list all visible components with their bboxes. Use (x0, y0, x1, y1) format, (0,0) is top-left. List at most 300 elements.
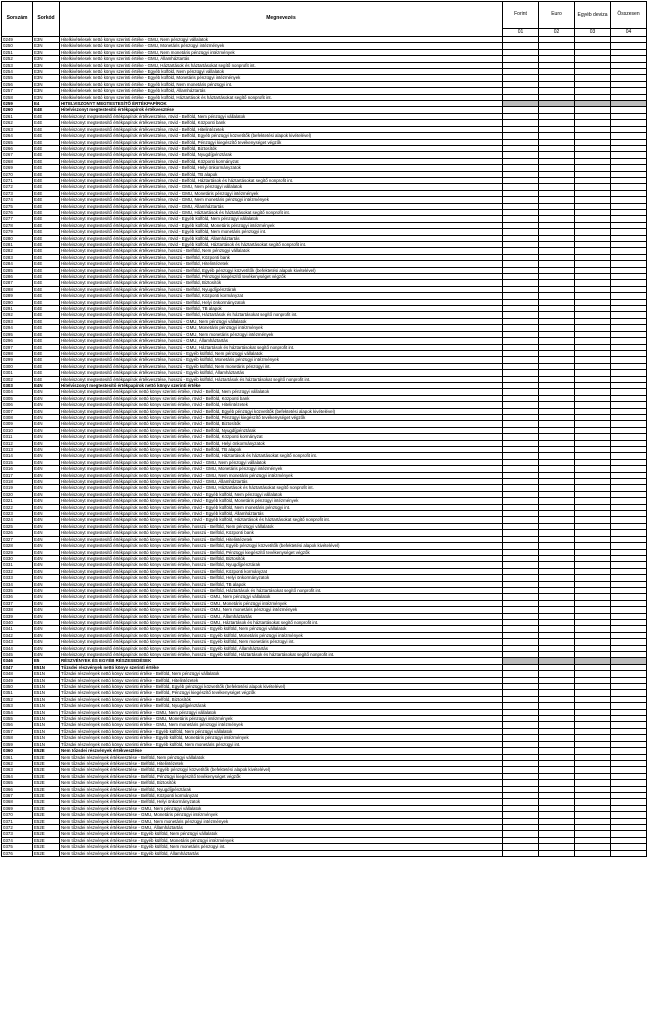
row-code: E3N (33, 37, 60, 43)
row-id: 0259 (2, 101, 33, 107)
row-name: Hitelkivételesek nettó könyv szerinti értéke - GMU, Államháztartás (60, 56, 503, 62)
row-name: Hitelviszonyt megtestesítő értékpapírok értékvesztése, rövid - Belföld, Helyi önkormányzatok (60, 165, 503, 171)
row-code: E4E (33, 229, 60, 235)
header-egyeb-deviza: Egyéb deviza (575, 2, 611, 29)
row-id: 0331 (2, 562, 33, 568)
row-code: E4E (33, 120, 60, 126)
row-name: Hitelkivételesek nettó könyv szerinti értéke - Egyéb külföld, Államháztartás (60, 88, 503, 94)
row-id: 0272 (2, 184, 33, 190)
row-code: E4E (33, 331, 60, 337)
row-code: E51N (33, 671, 60, 677)
row-id: 0254 (2, 69, 33, 75)
row-code: E52E (33, 824, 60, 830)
row-id: 0284 (2, 261, 33, 267)
row-name: Hitelkivételesek nettó könyv szerinti értéke - GMU, Háztartások és háztartásokat segítő nonprofit int. (60, 62, 503, 68)
row-name: Nem tőzsdei részvények értékvesztése - GMU, Nem monetáris pénzügyi intézmények (60, 818, 503, 824)
row-id: 0260 (2, 107, 33, 113)
row-id: 0333 (2, 575, 33, 581)
row-name: Hitelviszonyt megtestesítő értékpapírok nettó könyv szerinti értéke, hosszú - Belföld, Biztosítók (60, 555, 503, 561)
row-name: Hitelviszonyt megtestesítő értékpapírok értékvesztése, hosszú - Belföld, Nem pénzügyi vállalatok (60, 248, 503, 254)
row-code: E3N (33, 69, 60, 75)
row-id: 0280 (2, 235, 33, 241)
row-id: 0341 (2, 626, 33, 632)
row-code: E52E (33, 844, 60, 850)
row-name: Nem tőzsdei részvények értékvesztése - Egyéb külföld, Nem monetáris pénzügyi int. (60, 844, 503, 850)
row-id: 0321 (2, 498, 33, 504)
row-id: 0362 (2, 760, 33, 766)
table-body (2, 37, 647, 857)
row-code: E3N (33, 43, 60, 49)
row-code: E51N (33, 735, 60, 741)
row-code: E4N (33, 543, 60, 549)
colnum-01: 01 (503, 29, 539, 37)
header-euro: Euro (539, 2, 575, 29)
row-name: Tőzsdei részvények nettó könyv szerinti értéke - Belföld, Biztosítók (60, 696, 503, 702)
row-id: 0336 (2, 594, 33, 600)
row-id: 0270 (2, 171, 33, 177)
row-code: E3N (33, 62, 60, 68)
row-code: E4E (33, 299, 60, 305)
row-name: Hitelviszonyt megtestesítő értékpapírok értékvesztése, rövid - GMU, Nem monetáris pénzügyi intézmények (60, 197, 503, 203)
header-sorkod: Sorkód (33, 2, 60, 37)
row-id: 0351 (2, 690, 33, 696)
row-id: 0357 (2, 728, 33, 734)
row-code: E4N (33, 440, 60, 446)
row-id: 0289 (2, 293, 33, 299)
row-name: Nem tőzsdei részvények értékvesztése - Belföld, Helyi önkormányzatok (60, 799, 503, 805)
row-name: Hitelviszonyt megtestesítő értékpapírok nettó könyv szerinti értéke, rövid - Belföld, Egyéb pénzügyi közvetítők (befektetési alapok kivételével) (60, 408, 503, 414)
row-code: E4N (33, 607, 60, 613)
cell-osszesen[interactable] (611, 850, 647, 856)
row-code: E4E (33, 177, 60, 183)
row-code: E4N (33, 626, 60, 632)
row-code: E4N (33, 613, 60, 619)
row-code: E52E (33, 773, 60, 779)
row-code: E4N (33, 652, 60, 658)
row-name: Hitelkivételesek nettó könyv szerinti értéke - GMU, Monetáris pénzügyi intézmények (60, 43, 503, 49)
row-id: 0328 (2, 543, 33, 549)
row-code: E4N (33, 555, 60, 561)
row-name: Hitelkivételesek nettó könyv szerinti értéke - Egyéb külföld, Nem pénzügyi vállalatok (60, 69, 503, 75)
row-id: 0287 (2, 280, 33, 286)
row-code: E52E (33, 831, 60, 837)
row-code: E4E (33, 376, 60, 382)
row-name: Hitelviszonyt megtestesítő értékpapírok értékvesztése, hosszú - GMU, Háztartások és háztartásokat segítő nonprofit int. (60, 344, 503, 350)
row-code: E51N (33, 741, 60, 747)
row-code: E4N (33, 523, 60, 529)
row-code: E4E (33, 280, 60, 286)
row-name: Hitelviszonyt megtestesítő értékpapírok nettó könyv szerinti értéke, rövid - Belföld, Központi bank (60, 395, 503, 401)
row-name: Hitelviszonyt megtestesítő értékpapírok nettó könyv szerinti értéke, hosszú - Egyéb külföld, Háztartások és háztartásokat segítő nonprofit int. (60, 652, 503, 658)
row-name: Hitelviszonyt megtestesítő értékpapírok nettó könyv szerinti értéke, rövid - Egyéb külföld, Nem monetáris pénzügyi int. (60, 504, 503, 510)
row-name: Tőzsdei részvények nettó könyv szerinti értéke - Belföld, Pénzügyi kiegészítő tevékenységet végzők (60, 690, 503, 696)
row-id: 0303 (2, 382, 33, 388)
row-id: 0343 (2, 639, 33, 645)
row-name: Nem tőzsdei részvények értékvesztése - GMU, Nem pénzügyi vállalatok (60, 805, 503, 811)
row-code: E52E (33, 792, 60, 798)
row-id: 0342 (2, 632, 33, 638)
row-name: Hitelviszonyt megtestesítő értékpapírok nettó könyv szerinti értéke, hosszú - Belföld, Központi kormányzat (60, 568, 503, 574)
row-name: Hitelviszonyt megtestesítő értékpapírok nettó könyv szerinti értéke, rövid - Egyéb külföld, Államháztartás (60, 511, 503, 517)
row-name: Hitelviszonyt megtestesítő értékpapírok értékvesztése, rövid - GMU, Államháztartás (60, 203, 503, 209)
row-code: E4E (33, 145, 60, 151)
row-id: 0327 (2, 536, 33, 542)
row-name: Hitelviszonyt megtestesítő értékpapírok értékvesztése, hosszú - Belföld, Háztartások és háztartásokat segítő nonprofit int. (60, 312, 503, 318)
row-name: Nem tőzsdei részvények értékvesztése - Belföld, Hitelintézetek (60, 760, 503, 766)
row-code: E4N (33, 389, 60, 395)
row-name: Tőzsdei részvények nettó könyv szerinti értéke - Egyéb külföld, Nem pénzügyi vállalatok (60, 728, 503, 734)
cell-egyeb[interactable] (575, 850, 611, 856)
row-id: 0298 (2, 350, 33, 356)
row-id: 0335 (2, 587, 33, 593)
row-name: Nem tőzsdei részvények értékvesztése - Belföld, Egyéb pénzügyi közvetítők (befektetési alapok kivételével) (60, 767, 503, 773)
row-name: Hitelviszonyt megtestesítő értékpapírok nettó könyv szerinti értéke, hosszú - Egyéb külföld, Államháztartás (60, 645, 503, 651)
row-name: HITELVISZONYT MEGTESTESÍTŐ ÉRTÉKPAPÍROK (60, 101, 503, 107)
colnum-04: 04 (611, 29, 647, 37)
row-name: Hitelviszonyt megtestesítő értékpapírok értékvesztése, rövid - GMU, Nem pénzügyi vállalatok (60, 184, 503, 190)
row-name: Hitelviszonyt megtestesítő értékpapírok értékvesztése, rövid - Belföld, Háztartások és háztartásokat segítő nonprofit int. (60, 177, 503, 183)
row-name: Hitelviszonyt megtestesítő értékpapírok értékvesztése, hosszú - Belföld, Nyugdíjpénztárak (60, 286, 503, 292)
row-id: 0363 (2, 767, 33, 773)
row-id: 0364 (2, 773, 33, 779)
row-name: Hitelviszonyt megtestesítő értékpapírok nettó könyv szerinti értéke, hosszú - GMU, Monetáris pénzügyi intézmények (60, 600, 503, 606)
row-name: Hitelviszonyt megtestesítő értékpapírok értékvesztése, rövid - Belföld, Egyéb pénzügyi közvetítők (befektetési alapok kivételével) (60, 133, 503, 139)
row-code: E3N (33, 49, 60, 55)
row-id: 0325 (2, 523, 33, 529)
header-megnevezes: Megnevezés (60, 2, 503, 37)
row-id: 0302 (2, 376, 33, 382)
row-name: Hitelviszonyt megtestesítő értékpapírok értékvesztése, hosszú - Belföld, Helyi önkormányzatok (60, 299, 503, 305)
row-code: E4N (33, 479, 60, 485)
row-id: 0310 (2, 427, 33, 433)
row-code: E4N (33, 549, 60, 555)
row-id: 0358 (2, 735, 33, 741)
row-name: Tőzsdei részvények nettó könyv szerinti értéke - Belföld, Nem pénzügyi vállalatok (60, 671, 503, 677)
colnum-03: 03 (575, 29, 611, 37)
row-id: 0330 (2, 555, 33, 561)
row-name: Hitelviszonyt megtestesítő értékpapírok értékvesztése, rövid - Belföld, TB alapok (60, 171, 503, 177)
row-name: Hitelviszonyt megtestesítő értékpapírok értékvesztése, rövid - Egyéb külföld, Monetáris pénzügyi intézmények (60, 222, 503, 228)
row-code: E4E (33, 357, 60, 363)
row-id: 0294 (2, 325, 33, 331)
row-name: Hitelviszonyt megtestesítő értékpapírok értékvesztése, hosszú - Belföld, TB alapok (60, 306, 503, 312)
row-id: 0263 (2, 126, 33, 132)
row-id: 0316 (2, 466, 33, 472)
row-name: Hitelviszonyt megtestesítő értékpapírok nettó könyv szerinti értéke (60, 382, 503, 388)
row-id: 0266 (2, 145, 33, 151)
row-name: Hitelkivételesek nettó könyv szerinti értéke - GMU, Nem monetáris pénzügyi intézmények (60, 49, 503, 55)
row-id: 0299 (2, 357, 33, 363)
row-name: Hitelviszonyt megtestesítő értékpapírok értékvesztése, hosszú - Belföld, Hitelintézetek (60, 261, 503, 267)
row-code: E4E (33, 274, 60, 280)
row-id: 0268 (2, 158, 33, 164)
row-id: 0371 (2, 818, 33, 824)
row-code: E4N (33, 459, 60, 465)
row-name: Hitelviszonyt megtestesítő értékpapírok nettó könyv szerinti értéke, rövid - Belföld, Hitelintézetek (60, 402, 503, 408)
row-name: Hitelviszonyt megtestesítő értékpapírok nettó könyv szerinti értéke, rövid - Egyéb külföld, Monetáris pénzügyi intézmények (60, 498, 503, 504)
row-id: 0352 (2, 696, 33, 702)
row-code: E3N (33, 75, 60, 81)
row-code: E4E (33, 325, 60, 331)
row-code: E4N (33, 472, 60, 478)
row-name: Nem tőzsdei részvények értékvesztése - GMU, Államháztartás (60, 824, 503, 830)
row-code: E51N (33, 722, 60, 728)
row-name: Tőzsdei részvények nettó könyv szerinti értéke (60, 664, 503, 670)
row-id: 0300 (2, 363, 33, 369)
row-name: Hitelkivételesek nettó könyv szerinti értéke - Egyéb külföld, Háztartások és háztartásokat segítő nonprofit int. (60, 94, 503, 100)
row-code: E3N (33, 56, 60, 62)
row-code: E4N (33, 568, 60, 574)
row-id: 0286 (2, 274, 33, 280)
row-code: E4E (33, 126, 60, 132)
row-name: Hitelviszonyt megtestesítő értékpapírok nettó könyv szerinti értéke, rövid - GMU, Monetáris pénzügyi intézmények (60, 466, 503, 472)
row-id: 0253 (2, 62, 33, 68)
row-id: 0296 (2, 338, 33, 344)
row-id: 0292 (2, 312, 33, 318)
row-code: E4E (33, 222, 60, 228)
header-osszesen: Összesen (611, 2, 647, 29)
header-sorszam: Sorszám (2, 2, 33, 37)
row-name: Hitelviszonyt megtestesítő értékpapírok nettó könyv szerinti értéke, hosszú - Belföld, Központi bank (60, 530, 503, 536)
row-name: Hitelviszonyt megtestesítő értékpapírok értékvesztése (60, 107, 503, 113)
row-id: 0290 (2, 299, 33, 305)
row-code: E4N (33, 511, 60, 517)
row-id: 0305 (2, 395, 33, 401)
row-name: Hitelviszonyt megtestesítő értékpapírok értékvesztése, rövid - Belföld, Pénzügyi kiegészítő tevékenységet végzők (60, 139, 503, 145)
row-name: Hitelviszonyt megtestesítő értékpapírok értékvesztése, rövid - Belföld, Nem pénzügyi vállalatok (60, 113, 503, 119)
row-code: E4N (33, 504, 60, 510)
row-id: 0329 (2, 549, 33, 555)
row-id: 0306 (2, 402, 33, 408)
row-name: Hitelviszonyt megtestesítő értékpapírok értékvesztése, hosszú - Belföld, Központi bank (60, 254, 503, 260)
row-code: E4E (33, 235, 60, 241)
row-name: Hitelviszonyt megtestesítő értékpapírok értékvesztése, hosszú - GMU, Államháztartás (60, 338, 503, 344)
row-code: E4N (33, 421, 60, 427)
row-name: Hitelviszonyt megtestesítő értékpapírok értékvesztése, hosszú - GMU, Nem monetáris pénzügyi intézmények (60, 331, 503, 337)
header-forint: Forint (503, 2, 539, 29)
row-name: Hitelkivételesek nettó könyv szerinti értéke - GMU, Nem pénzügyi vállalatok (60, 37, 503, 43)
row-id: 0345 (2, 652, 33, 658)
row-code: E4E (33, 209, 60, 215)
row-name: Nem tőzsdei részvények értékvesztése (60, 748, 503, 754)
row-id: 0258 (2, 94, 33, 100)
row-name: Hitelviszonyt megtestesítő értékpapírok nettó könyv szerinti értéke, hosszú - Belföld, Hitelintézetek (60, 536, 503, 542)
row-code: E52E (33, 805, 60, 811)
row-id: 0269 (2, 165, 33, 171)
row-name: Tőzsdei részvények nettó könyv szerinti értéke - GMU, Nem monetáris pénzügyi intézmények (60, 722, 503, 728)
row-name: Tőzsdei részvények nettó könyv szerinti értéke - Belföld, Egyéb pénzügyi közvetítők (befektetési alapok kivételével) (60, 684, 503, 690)
row-id: 0356 (2, 722, 33, 728)
row-code: E4N (33, 645, 60, 651)
row-id: 0288 (2, 286, 33, 292)
row-name: Hitelviszonyt megtestesítő értékpapírok nettó könyv szerinti értéke, rövid - Belföld, Helyi önkormányzatok (60, 440, 503, 446)
row-code: E52E (33, 837, 60, 843)
row-code: E4E (33, 286, 60, 292)
row-code: E4N (33, 600, 60, 606)
row-code: E5 (33, 658, 60, 664)
row-id: 0283 (2, 254, 33, 260)
row-code: E4E (33, 318, 60, 324)
row-code: E4E (33, 312, 60, 318)
row-name: Hitelviszonyt megtestesítő értékpapírok értékvesztése, hosszú - Belföld, Pénzügyi kiegészítő tevékenységet végzők (60, 274, 503, 280)
row-code: E4N (33, 453, 60, 459)
row-code: E52E (33, 767, 60, 773)
row-name: Tőzsdei részvények nettó könyv szerinti értéke - GMU, Nem pénzügyi vállalatok (60, 709, 503, 715)
row-id: 0257 (2, 88, 33, 94)
row-code: E4N (33, 562, 60, 568)
row-name: Hitelviszonyt megtestesítő értékpapírok nettó könyv szerinti értéke, rövid - Belföld, Pénzügyi kiegészítő tevékenységet végzők (60, 414, 503, 420)
row-code: E4N (33, 491, 60, 497)
row-id: 0252 (2, 56, 33, 62)
row-id: 0372 (2, 824, 33, 830)
row-code: E4E (33, 165, 60, 171)
row-code: E52E (33, 818, 60, 824)
row-name: Hitelviszonyt megtestesítő értékpapírok nettó könyv szerinti értéke, hosszú - Belföld, TB alapok (60, 581, 503, 587)
row-code: E4E (33, 190, 60, 196)
row-name: Hitelviszonyt megtestesítő értékpapírok nettó könyv szerinti értéke, rövid - Belföld, Nyugdíjpénztárak (60, 427, 503, 433)
row-name: Hitelviszonyt megtestesítő értékpapírok értékvesztése, hosszú - GMU, Nem pénzügyi vállalatok (60, 318, 503, 324)
row-code: E52E (33, 748, 60, 754)
row-id: 0365 (2, 780, 33, 786)
row-id: 0332 (2, 568, 33, 574)
row-id: 0249 (2, 37, 33, 43)
row-id: 0347 (2, 664, 33, 670)
row-id: 0251 (2, 49, 33, 55)
row-code: E4N (33, 632, 60, 638)
row-code: E4E (33, 203, 60, 209)
row-id: 0282 (2, 248, 33, 254)
row-code: E51N (33, 728, 60, 734)
row-code: E4N (33, 639, 60, 645)
row-id: 0273 (2, 190, 33, 196)
row-name: Hitelviszonyt megtestesítő értékpapírok értékvesztése, hosszú - Belföld, Egyéb pénzügyi közvetítők (befektetési alapok kivételével) (60, 267, 503, 273)
row-code: E4E (33, 139, 60, 145)
row-id: 0313 (2, 447, 33, 453)
row-id: 0334 (2, 581, 33, 587)
row-name: Hitelviszonyt megtestesítő értékpapírok értékvesztése, hosszú - Egyéb külföld, Monetáris pénzügyi intézmények (60, 357, 503, 363)
row-code: E4N (33, 414, 60, 420)
cell-forint[interactable] (503, 850, 539, 856)
row-code: E4N (33, 587, 60, 593)
row-name: Hitelviszonyt megtestesítő értékpapírok nettó könyv szerinti értéke, hosszú - Belföld, Pénzügyi kiegészítő tevékenységet végzők (60, 549, 503, 555)
row-id: 0255 (2, 75, 33, 81)
row-id: 0291 (2, 306, 33, 312)
row-name: Hitelviszonyt megtestesítő értékpapírok nettó könyv szerinti értéke, rövid - GMU, Nem pénzügyi vállalatok (60, 459, 503, 465)
row-name: Nem tőzsdei részvények értékvesztése - Belföld, Központi kormányzat (60, 792, 503, 798)
row-code: E4N (33, 581, 60, 587)
row-code: E4 (33, 101, 60, 107)
row-id: 0340 (2, 619, 33, 625)
row-code: E4N (33, 447, 60, 453)
row-name: Hitelviszonyt megtestesítő értékpapírok nettó könyv szerinti értéke, hosszú - GMU, Háztartások és háztartásokat segítő nonprofit int. (60, 619, 503, 625)
row-code: E4N (33, 530, 60, 536)
row-name: Hitelviszonyt megtestesítő értékpapírok nettó könyv szerinti értéke, rövid - Egyéb külföld, Nem pénzügyi vállalatok (60, 491, 503, 497)
row-code: E3N (33, 94, 60, 100)
row-id: 0361 (2, 754, 33, 760)
row-id: 0344 (2, 645, 33, 651)
row-name: Hitelviszonyt megtestesítő értékpapírok értékvesztése, rövid - Belföld, Biztosítók (60, 145, 503, 151)
row-code: E4E (33, 370, 60, 376)
row-name: Nem tőzsdei részvények értékvesztése - Belföld, Nyugdíjpénztárak (60, 786, 503, 792)
row-name: Hitelviszonyt megtestesítő értékpapírok nettó könyv szerinti értéke, hosszú - Belföld, Helyi önkormányzatok (60, 575, 503, 581)
row-name: Hitelviszonyt megtestesítő értékpapírok nettó könyv szerinti értéke, rövid - GMU, Államháztartás (60, 479, 503, 485)
row-id: 0312 (2, 440, 33, 446)
row-id: 0338 (2, 607, 33, 613)
row-code: E4E (33, 197, 60, 203)
row-id: 0339 (2, 613, 33, 619)
row-id: 0374 (2, 837, 33, 843)
row-code: E4E (33, 254, 60, 260)
table-row (2, 850, 647, 856)
row-id: 0281 (2, 242, 33, 248)
row-name: Nem tőzsdei részvények értékvesztése - Belföld, Pénzügyi kiegészítő tevékenységet végzők (60, 773, 503, 779)
row-code: E51N (33, 684, 60, 690)
row-name: Hitelviszonyt megtestesítő értékpapírok nettó könyv szerinti értéke, hosszú - Egyéb külföld, Nem pénzügyi vállalatok (60, 626, 503, 632)
row-name: Tőzsdei részvények nettó könyv szerinti értéke - Egyéb külföld, Nem monetáris pénzügyi int. (60, 741, 503, 747)
row-id: 0320 (2, 491, 33, 497)
row-name: Hitelviszonyt megtestesítő értékpapírok értékvesztése, rövid - GMU, Monetáris pénzügyi intézmények (60, 190, 503, 196)
row-code: E3N (33, 81, 60, 87)
row-id: 0267 (2, 152, 33, 158)
row-code: E4E (33, 261, 60, 267)
row-code: E51N (33, 703, 60, 709)
row-name: Hitelviszonyt megtestesítő értékpapírok nettó könyv szerinti értéke, hosszú - Egyéb külföld, Monetáris pénzügyi intézmények (60, 632, 503, 638)
row-name: Nem tőzsdei részvények értékvesztése - Egyéb külföld, Nem pénzügyi vállalatok (60, 831, 503, 837)
row-name: Nem tőzsdei részvények értékvesztése - Egyéb külföld, Államháztartás (60, 850, 503, 856)
row-name: Hitelviszonyt megtestesítő értékpapírok értékvesztése, rövid - Belföld, Hitelintézetek (60, 126, 503, 132)
row-name: Nem tőzsdei részvények értékvesztése - Belföld, Biztosítók (60, 780, 503, 786)
row-id: 0375 (2, 844, 33, 850)
row-id: 0304 (2, 389, 33, 395)
row-id: 0311 (2, 434, 33, 440)
row-name: Hitelviszonyt megtestesítő értékpapírok értékvesztése, rövid - Egyéb külföld, Nem pénzügyi vállalatok (60, 216, 503, 222)
row-id: 0277 (2, 216, 33, 222)
cell-euro[interactable] (539, 850, 575, 856)
row-code: E52E (33, 850, 60, 856)
row-id: 0359 (2, 741, 33, 747)
row-name: Hitelviszonyt megtestesítő értékpapírok nettó könyv szerinti értéke, hosszú - GMU, Államháztartás (60, 613, 503, 619)
row-code: E4N (33, 408, 60, 414)
row-name: Hitelviszonyt megtestesítő értékpapírok nettó könyv szerinti értéke, hosszú - Belföld, Háztartások és háztartásokat segítő nonprofit int. (60, 587, 503, 593)
row-name: Hitelviszonyt megtestesítő értékpapírok értékvesztése, rövid - GMU, Háztartások és háztartásokat segítő nonprofit int. (60, 209, 503, 215)
row-code: E4E (33, 344, 60, 350)
row-id: 0360 (2, 748, 33, 754)
row-name: Hitelviszonyt megtestesítő értékpapírok értékvesztése, hosszú - Egyéb külföld, Háztartások és háztartásokat segítő nonprofit int. (60, 376, 503, 382)
row-name: Hitelviszonyt megtestesítő értékpapírok nettó könyv szerinti értéke, hosszú - Belföld, Egyéb pénzügyi közvetítők (befektetési alapok kivételével) (60, 543, 503, 549)
row-id: 0295 (2, 331, 33, 337)
row-id: 0275 (2, 203, 33, 209)
row-name: Hitelviszonyt megtestesítő értékpapírok értékvesztése, rövid - Egyéb külföld, Háztartások és háztartásokat segítő nonprofit int. (60, 242, 503, 248)
row-name: Hitelviszonyt megtestesítő értékpapírok értékvesztése, rövid - Egyéb külföld, Nem monetáris pénzügyi int. (60, 229, 503, 235)
row-code: E51N (33, 664, 60, 670)
row-code: E4N (33, 594, 60, 600)
row-code: E4N (33, 382, 60, 388)
row-id: 0368 (2, 799, 33, 805)
row-id: 0376 (2, 850, 33, 856)
row-code: E4E (33, 242, 60, 248)
row-code: E4E (33, 113, 60, 119)
row-code: E51N (33, 696, 60, 702)
row-id: 0370 (2, 812, 33, 818)
row-code: E4E (33, 363, 60, 369)
row-code: E4E (33, 152, 60, 158)
row-id: 0373 (2, 831, 33, 837)
row-code: E4N (33, 485, 60, 491)
row-id: 0318 (2, 479, 33, 485)
row-id: 0350 (2, 684, 33, 690)
row-name: Hitelviszonyt megtestesítő értékpapírok nettó könyv szerinti értéke, hosszú - Belföld, Nyugdíjpénztárak (60, 562, 503, 568)
row-code: E4E (33, 133, 60, 139)
